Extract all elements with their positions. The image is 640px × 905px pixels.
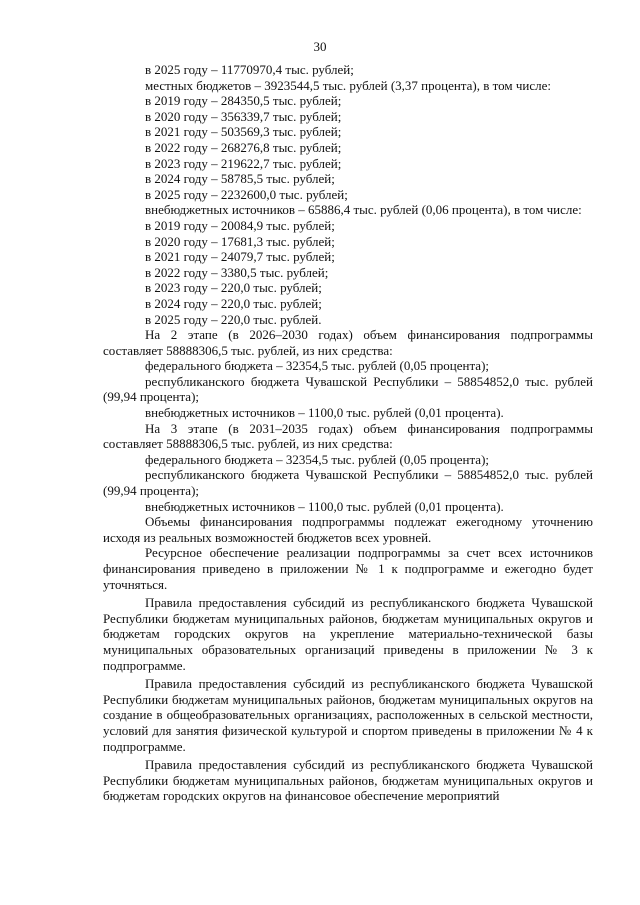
paragraph: в 2021 году – 24079,7 тыс. рублей; (145, 249, 335, 265)
paragraph: Ресурсное обеспечение реализации подпрограммы за счет всех источников финансирования приведено в приложении № 1 к подпрограмме и ежегодно будет уточняться. (103, 545, 593, 592)
paragraph: в 2021 году – 503569,3 тыс. рублей; (145, 124, 342, 140)
paragraph: в 2024 году – 220,0 тыс. рублей; (145, 295, 322, 311)
paragraph: в 2025 году – 11770970,4 тыс. рублей; (145, 62, 354, 77)
paragraph: На 3 этапе (в 2031–2035 годах) объем финансирования подпрограммы составляет 58888306,5 тыс. рублей, из них средства: (103, 420, 593, 452)
document-body (103, 62, 593, 804)
paragraph: федерального бюджета – 32354,5 тыс. рублей (0,05 процента); (145, 451, 490, 467)
paragraph: в 2025 году – 220,0 тыс. рублей. (145, 311, 322, 327)
paragraph: в 2020 году – 17681,3 тыс. рублей; (145, 233, 335, 249)
paragraph: внебюджетных источников – 65886,4 тыс. рублей (0,06 процента), в том числе: (145, 202, 582, 218)
paragraph: На 2 этапе (в 2026–2030 годах) объем финансирования подпрограммы составляет 58888306,5 тыс. рублей, из них средства: (103, 327, 593, 358)
paragraph: в 2019 году – 284350,5 тыс. рублей; (145, 93, 342, 109)
paragraph: в 2019 году – 20084,9 тыс. рублей; (145, 217, 335, 233)
paragraph: федерального бюджета – 32354,5 тыс. рублей (0,05 процента); (145, 358, 490, 374)
paragraph: местных бюджетов – 3923544,5 тыс. рублей (3,37 процента), в том числе: (145, 77, 551, 93)
paragraph: Объемы финансирования подпрограммы подлежат ежегодному уточнению исходя из реальных возможностей бюджетов всех уровней. (103, 514, 593, 545)
paragraph: в 2024 году – 58785,5 тыс. рублей; (145, 171, 335, 187)
paragraph: в 2025 году – 2232600,0 тыс. рублей; (145, 186, 348, 202)
paragraph: в 2022 году – 268276,8 тыс. рублей; (145, 139, 342, 155)
paragraph: в 2022 году – 3380,5 тыс. рублей; (145, 264, 329, 280)
paragraph: внебюджетных источников – 1100,0 тыс. рублей (0,01 процента). (145, 405, 504, 421)
paragraph: в 2023 году – 219622,7 тыс. рублей; (145, 155, 342, 171)
paragraph: Правила предоставления субсидий из республиканского бюджета Чувашской Республики бюджетам муниципальных районов, бюджетам муниципальных округов на создание в общеобразовательных организациях, расположенных в сельской местности, условий для занятия физической культурой и спортом приведены в приложении № 4 к подпрограмме. (103, 676, 593, 754)
paragraph: в 2020 году – 356339,7 тыс. рублей; (145, 108, 342, 124)
paragraph: внебюджетных источников – 1100,0 тыс. рублей (0,01 процента). (145, 498, 504, 514)
paragraph: республиканского бюджета Чувашской Республики – 58854852,0 тыс. рублей (99,94 процента); (103, 373, 593, 405)
paragraph: Правила предоставления субсидий из республиканского бюджета Чувашской Республики бюджетам муниципальных районов, бюджетам муниципальных округов и бюджетам городских округов на финансовое обеспечение мероприятий (103, 757, 593, 804)
page-number: 30 (313, 39, 327, 54)
paragraph: Правила предоставления субсидий из республиканского бюджета Чувашской Республики бюджетам муниципальных районов, бюджетам муниципальных округов и бюджетам городских округов на укрепление материально-технической базы муниципальных образовательных организаций приведены в приложении № 3 к подпрограмме. (103, 595, 593, 673)
paragraph: республиканского бюджета Чувашской Республики – 58854852,0 тыс. рублей (99,94 процента); (103, 467, 593, 499)
paragraph: в 2023 году – 220,0 тыс. рублей; (145, 280, 322, 296)
